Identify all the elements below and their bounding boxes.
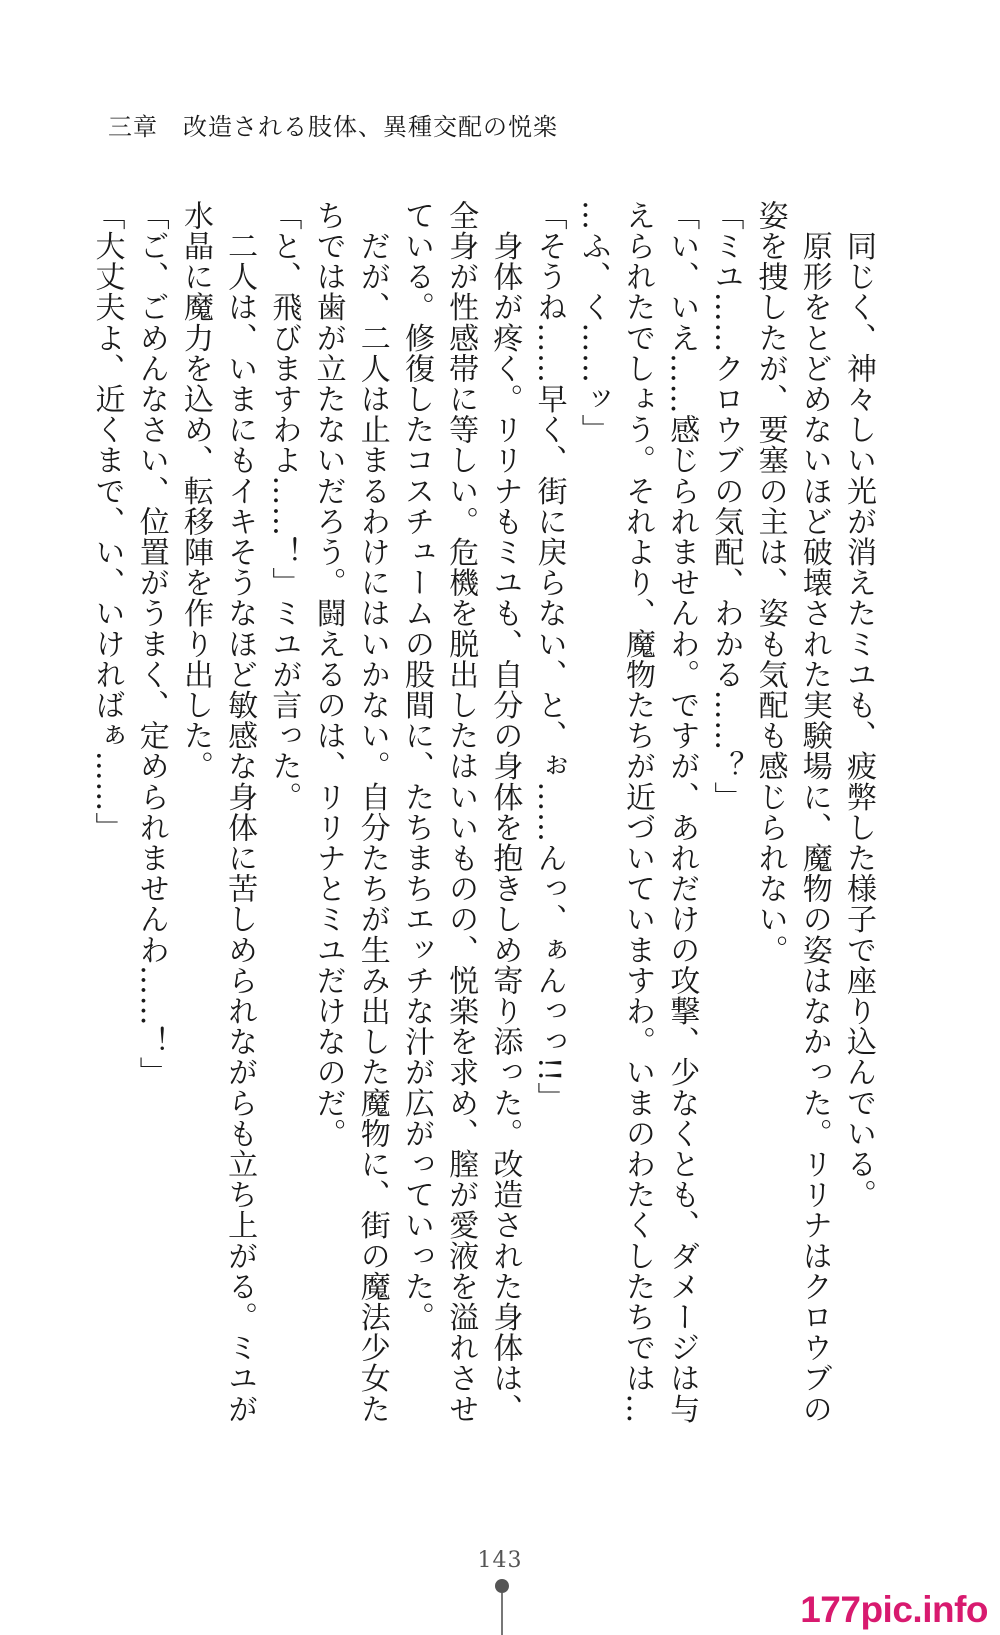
- text-line: えられたでしょう。それより、魔物たちが近づいていますわ。いまのわたくしたちでは…: [619, 200, 655, 1424]
- text-line: 「ご、ごめんなさい、位置がうまく、定められませんわ……！」: [133, 200, 169, 1088]
- text-line: 同じく、神々しい光が消えたミユも、疲弊した様子で座り込んでいる。: [841, 200, 876, 1210]
- body-text: [89, 200, 880, 1424]
- text-line: ている。修復したコスチュームの股間に、たちまちエッチな汁が広がっていった。: [398, 200, 434, 1333]
- text-line: 姿を捜したが、要塞の主は、姿も気配も感じられない。: [752, 200, 788, 965]
- running-header: [108, 107, 558, 142]
- text-line: …ふ、く……ッ」: [575, 200, 611, 445]
- text-line: だが、二人は止まるわけにはいかない。自分たちが生み出した魔物に、街の魔法少女た: [354, 200, 390, 1424]
- bookmark-dot-icon: [495, 1579, 509, 1593]
- watermark: 177pic.info: [800, 1589, 988, 1630]
- text-line: 「と、飛びますわよ……！」ミユが言った。: [266, 200, 302, 812]
- text-line: 「い、いえ……感じられませんわ。ですが、あれだけの攻撃、少なくとも、ダメージは与: [664, 200, 700, 1424]
- text-line: 原形をとどめないほど破壊された実験場に、魔物の姿はなかった。リリナはクロウブの: [796, 200, 832, 1424]
- chapter-title: 三章 改造される肢体、異種交配の悦楽: [108, 113, 558, 141]
- text-line: 「ミユ……クロウブの気配、わかる……？」: [708, 200, 744, 812]
- text-line: 水晶に魔力を込め、転移陣を作り出した。: [177, 200, 213, 782]
- text-line: 身体が疼く。リリナもミユも、自分の身体を抱きしめ寄り添った。改造された身体は、: [487, 200, 523, 1424]
- text-line: 二人は、いまにもイキそうなほど敏感な身体に苦しめられながらも立ち上がる。ミユが: [222, 200, 258, 1424]
- text-line: 「大丈夫よ、近くまで、い、いければぁ……」: [89, 200, 125, 843]
- text-line: 「そうね……早く、街に戻らない、と、ぉ……んっ、ぁんっっ!!」: [531, 200, 567, 1113]
- page-number: 143: [477, 1548, 523, 1573]
- text-line: ちでは歯が立たないだろう。闘えるのは、リリナとミユだけなのだ。: [310, 200, 346, 1149]
- bookmark-line: [501, 1593, 503, 1635]
- text-line: 全身が性感帯に等しい。危機を脱出したはいいものの、悦楽を求め、膣が愛液を溢れさせ: [443, 200, 479, 1424]
